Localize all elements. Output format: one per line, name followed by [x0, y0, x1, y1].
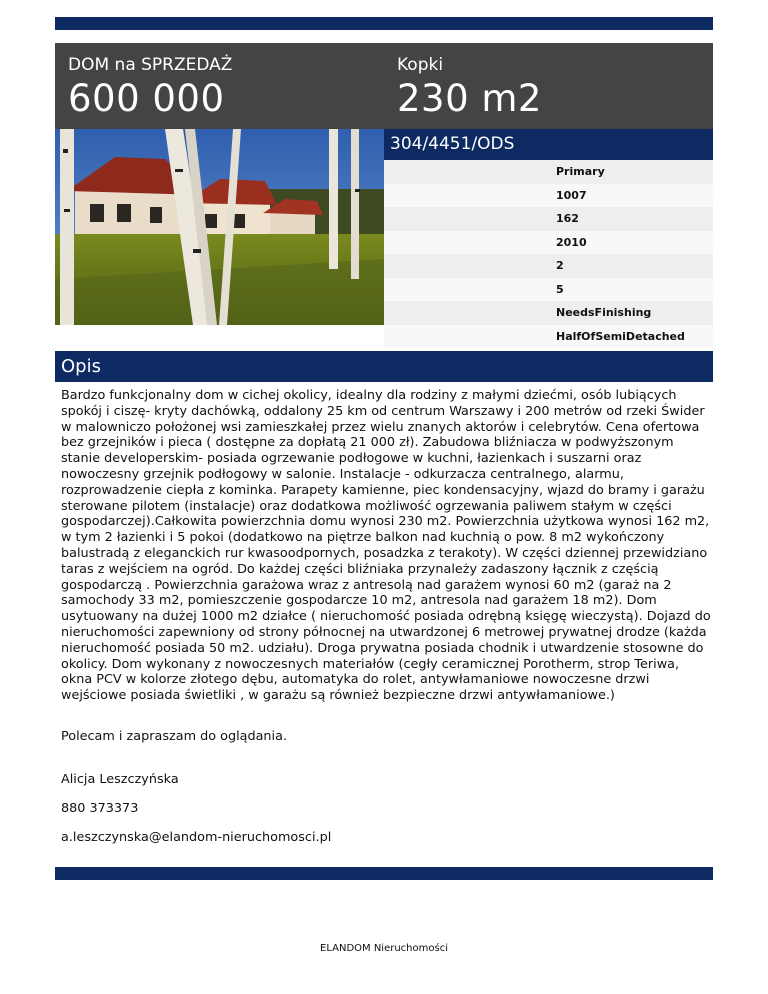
location: Kopki [397, 55, 444, 75]
agent-name: Alicja Leszczyńska [61, 772, 179, 787]
param-row: Primary [384, 160, 713, 184]
section-title: Opis [55, 351, 713, 382]
price: 600 000 [68, 77, 225, 120]
param-row: NeedsFinishing [384, 301, 713, 325]
bottom-accent-bar [55, 867, 713, 880]
location-block [397, 55, 542, 121]
property-photo [55, 129, 384, 325]
agent-phone: 880 373373 [61, 801, 139, 816]
reference-number: 304/4451/ODS [384, 129, 713, 160]
param-row: 2010 [384, 231, 713, 255]
price-block [68, 55, 232, 121]
agent-email: a.leszczynska@elandom-nieruchomosci.pl [61, 830, 332, 845]
footer-company: ELANDOM Nieruchomości [320, 943, 448, 954]
parameters-table [384, 160, 713, 348]
param-row: HalfOfSemiDetached [384, 325, 713, 349]
area: 230 m2 [397, 77, 542, 120]
param-row: 2 [384, 254, 713, 278]
closing-text: Polecam i zapraszam do oglądania. [61, 729, 288, 744]
param-row: 1007 [384, 184, 713, 208]
param-row: 162 [384, 207, 713, 231]
top-accent-bar [55, 17, 713, 30]
listing-type: DOM na SPRZEDAŻ [68, 55, 233, 75]
param-row: 5 [384, 278, 713, 302]
description-text: Bardzo funkcjonalny dom w cichej okolicy, idealny dla rodziny z małymi dziećmi, osób lubiących spokój i ciszę- kryty dachówką, oddalony 25 km od centrum Warszawy i 200 metrów od rzeki Świder w malowniczo położonej wsi zamieszkałej przez wielu znanych aktorów i celebrytów. Cena ofertowa bez grzejników i pieca ( dostępne za dopłatą 21 000 zł). Zabudowa bliźniacza w podwyższonym stanie developerskim- posiada ogrzewanie podłogowe w kuchni, łazienkach i suszarni oraz nowoczesny grzejnik podłogowy w salonie. Instalacje - odkurzacza centralnego, alarmu, rozprowadzenie ciepła z kominka. Parapety kamienne, piec kondensacyjny, wjazd do bramy i garażu sterowane pilotem (instalacje) oraz dodatkowa możliwość ogrzewania paliwem stałym w części gospodarczej).Całkowita powierzchnia domu wynosi 230 m2. Powierzchnia użytkowa wynosi 162 m2, w tym 2 łazienki i 5 pokoi (dodatkowo na piętrze balkon nad kuchnią o pow. 8 m2 wykończony balustradą z eleganckich rur kwasoodpornych, posadzka z terakoty). W części dziennej przewidziano taras z wejściem na ogród. Do każdej części bliźniaka przynależy zadaszony łącznik z częścią gospodarczą . Powierzchnia garażowa wraz z antresolą nad garażem wynosi 60 m2 (garaż na 2 samochody 33 m2, pomieszczenie gospodarcze 10 m2, antresola nad garażem 18 m2). Dom usytuowany na dużej 1000 m2 działce ( nieruchomość posiada odrębną księgę wieczystą). Dojazd do nieruchomości zapewniony od strony północnej na utwardzonej 6 metrowej prywatnej drodze (każda nieruchomość posiada 50 m2. udziału). Droga prywatna posiada chodnik i utwardzenie stosowne do okolicy. Dom wykonany z nowoczesnych materiałów (cegły ceramicznej Porotherm, strop Teriwa, okna PCV w kolorze złotego dębu, automatyka do rolet, antywłamaniowe nowoczesne drzwi wejściowe posiada świetliki , w garażu są również bezpieczne drzwi antywłamaniowe.) [61, 388, 711, 704]
listing-header [55, 43, 713, 129]
